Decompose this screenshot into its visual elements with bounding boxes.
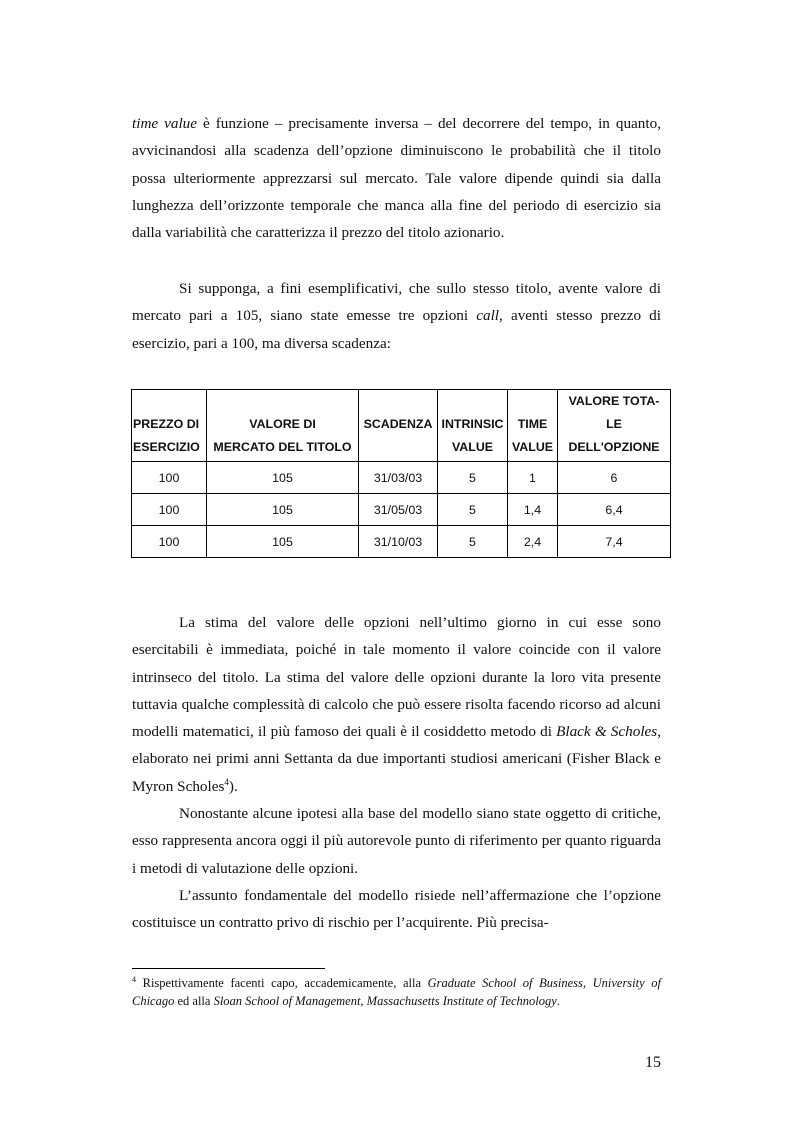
footnote bbox=[132, 974, 661, 1010]
page-number: 15 bbox=[645, 1054, 661, 1071]
options-table bbox=[131, 389, 671, 558]
cell-time-value: 1 bbox=[508, 462, 558, 494]
header-scadenza: SCADENZA bbox=[359, 390, 438, 462]
cell-scadenza: 31/03/03 bbox=[359, 462, 438, 494]
paragraph-text: La stima del valore delle opzioni nell’ultimo giorno in cui esse sono esercitabili è immediata, poiché in tale momento il valore coincide con il valore intrinseco del titolo. La stima del valore delle opzioni durante la loro vita presente tuttavia qualche complessità di calcolo che può essere risolta facendo ricorso ad alcuni modelli matematici, il più famoso dei quali è il cosiddetto metodo di bbox=[132, 614, 661, 741]
paragraph-text: Si supponga, a fini esemplificativi, che sullo stesso titolo, avente valore di mercato pari a 105, siano state emesse tre opzioni bbox=[132, 280, 661, 325]
header-intrinsic-value: INTRINSIC VALUE bbox=[438, 390, 508, 462]
paragraph-text: , elaborato nei primi anni Settanta da due importanti studiosi americani (Fisher Black e Myron Scholes bbox=[132, 723, 661, 795]
paragraph-text: , aventi stesso prezzo di esercizio, pari a 100, ma diversa scadenza: bbox=[132, 307, 661, 352]
footnote-reference[interactable]: 4 bbox=[224, 776, 229, 787]
cell-time-value: 1,4 bbox=[508, 494, 558, 526]
cell-intrinsic: 5 bbox=[438, 462, 508, 494]
header-prezzo-esercizio: PREZZO DI ESERCIZIO bbox=[132, 390, 207, 462]
header-valore-mercato: VALORE DI MERCATO DEL TITOLO bbox=[207, 390, 359, 462]
cell-intrinsic: 5 bbox=[438, 526, 508, 558]
paragraph-emphasis: Black & Scholes bbox=[556, 723, 658, 741]
cell-valore-mercato: 105 bbox=[207, 526, 359, 558]
header-time-value: TIME VALUE bbox=[508, 390, 558, 462]
cell-time-value: 2,4 bbox=[508, 526, 558, 558]
paragraph-example-intro bbox=[132, 275, 661, 357]
cell-prezzo: 100 bbox=[132, 462, 207, 494]
paragraph-text: è funzione – precisamente inversa – del decorrere del tempo, in quanto, avvicinandosi alla scadenza dell’opzione diminuiscono le probabilità che il titolo possa ulteriormente apprezzarsi sul mercato. Tale valore dipende quindi sia dalla lunghezza dell’orizzonte temporale che manca alla fine del periodo di esercizio sia dalla variabilità che caratterizza il prezzo del titolo azionario. bbox=[132, 115, 661, 242]
footnote-text: . bbox=[556, 994, 560, 1008]
cell-valore-totale: 6,4 bbox=[558, 494, 671, 526]
header-valore-totale: VALORE TOTA- LE DELL'OPZIONE bbox=[558, 390, 671, 462]
paragraph-time-value bbox=[132, 110, 661, 246]
cell-prezzo: 100 bbox=[132, 526, 207, 558]
cell-valore-totale: 6 bbox=[558, 462, 671, 494]
paragraph-criticism: Nonostante alcune ipotesi alla base del modello siano state oggetto di critiche, esso rappresenta ancora oggi il più autorevole punto di riferimento per quanto riguarda i metodi di valutazione delle opzioni. bbox=[132, 805, 661, 877]
footnote-separator bbox=[132, 968, 325, 969]
paragraph-text: ). bbox=[228, 777, 238, 795]
footnote-emphasis: Sloan School of Management, Massachusetts Institute of Technology bbox=[213, 994, 557, 1008]
footnote-emphasis: Graduate School of Business, University of Chicago bbox=[132, 976, 662, 1008]
table-header-row bbox=[132, 390, 671, 462]
paragraph-black-scholes bbox=[132, 609, 661, 800]
cell-valore-totale: 7,4 bbox=[558, 526, 671, 558]
paragraph-assumption: L’assunto fondamentale del modello risiede nell’affermazione che l’opzione costituisce un contratto privo di rischio per l’acquirente. Più precisa- bbox=[132, 887, 661, 932]
table-row bbox=[132, 494, 671, 526]
cell-scadenza: 31/10/03 bbox=[359, 526, 438, 558]
table-row bbox=[132, 526, 671, 558]
cell-scadenza: 31/05/03 bbox=[359, 494, 438, 526]
cell-valore-mercato: 105 bbox=[207, 462, 359, 494]
paragraph-emphasis: call bbox=[476, 307, 500, 325]
cell-prezzo: 100 bbox=[132, 494, 207, 526]
table-row bbox=[132, 462, 671, 494]
footnote-number: 4 bbox=[132, 975, 136, 984]
cell-intrinsic: 5 bbox=[438, 494, 508, 526]
footnote-text: Rispettivamente facenti capo, accademicamente, alla bbox=[136, 976, 428, 990]
paragraph-emphasis: time value bbox=[132, 115, 198, 132]
cell-valore-mercato: 105 bbox=[207, 494, 359, 526]
footnote-text: ed alla bbox=[174, 994, 214, 1008]
